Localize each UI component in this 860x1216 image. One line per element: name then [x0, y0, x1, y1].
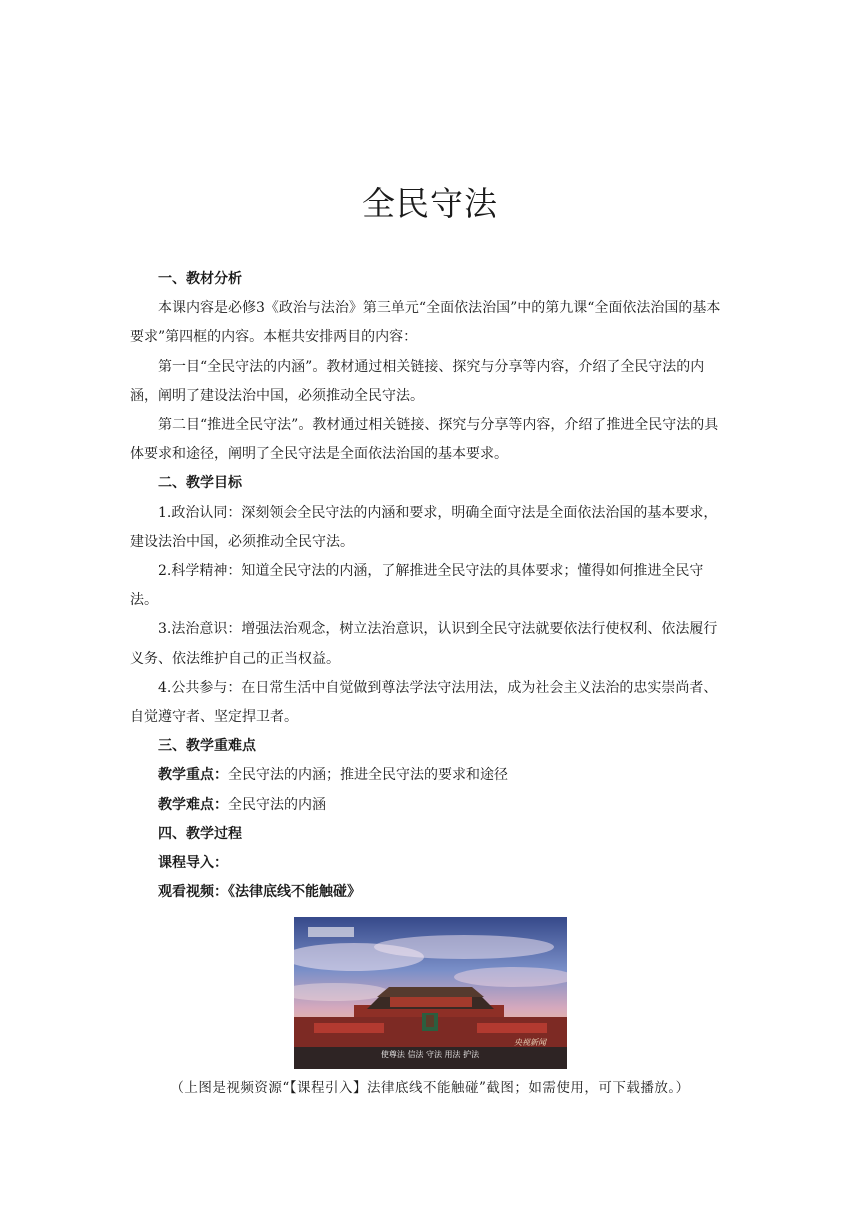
- paragraph: 2.科学精神：知道全民守法的内涵，了解推进全民守法的具体要求；懂得如何推进全民守法。: [130, 563, 704, 609]
- video-watermark: 央视新闻: [514, 1038, 546, 1047]
- difficulty-label: 教学难点：: [158, 796, 228, 813]
- paragraph: 第二目“推进全民守法”。教材通过相关链接、探究与分享等内容，介绍了推进全民守法的具体要求和途径，阐明了全民守法是全面依法治国的基本要求。: [130, 417, 719, 463]
- figure-caption: （上图是视频资源“【课程引入】法律底线不能触碰”截图；如需使用，可下载播放。）: [170, 1080, 690, 1096]
- document-title: 全民守法: [362, 184, 498, 223]
- paragraph: 4.公共参与：在日常生活中自觉做到尊法学法守法用法，成为社会主义法治的忠实崇尚者、自觉遵守者、坚定捍卫者。: [130, 679, 718, 726]
- document-body: [130, 265, 730, 907]
- paragraph: 3.法治意识：增强法治观念，树立法治意识，认识到全民守法就要依法行使权利、依法履行义务、依法维护自己的正当权益。: [130, 621, 718, 667]
- video-title: 观看视频：《法律底线不能触碰》: [158, 884, 361, 901]
- paragraph: 1.政治认同：深刻领会全民守法的内涵和要求，明确全面守法是全面依法治国的基本要求，建设法治中国，必须推动全民守法。: [130, 504, 718, 550]
- course-intro-label: 课程导入：: [158, 855, 228, 872]
- section-heading-process: 四、教学过程: [158, 825, 242, 842]
- difficulty-text: 全民守法的内涵: [228, 796, 326, 813]
- paragraph: 本课内容是必修3《政治与法治》第三单元“全面依法治国”中的第九课“全面依法治国的基本要求”第四框的内容。本框共安排两目的内容：: [130, 300, 721, 346]
- key-point-text: 全民守法的内涵；推进全民守法的要求和途径: [228, 767, 508, 784]
- tiananmen-illustration: [294, 917, 567, 1069]
- section-heading-analysis: 一、教材分析: [158, 271, 242, 287]
- difficulty-line: [130, 791, 730, 820]
- section-heading-goals: 二、教学目标: [158, 475, 242, 492]
- video-subtitle: 使尊法 信法 守法 用法 护法: [380, 1050, 480, 1059]
- key-point-label: 教学重点：: [158, 767, 228, 784]
- section-heading-keypoints: 三、教学重难点: [158, 738, 256, 755]
- paragraph: 第一目“全民守法的内涵”。教材通过相关链接、探究与分享等内容，介绍了全民守法的内涵，阐明了建设法治中国，必须推动全民守法。: [130, 358, 705, 404]
- key-point-line: [130, 761, 730, 790]
- video-screenshot: [294, 917, 567, 1069]
